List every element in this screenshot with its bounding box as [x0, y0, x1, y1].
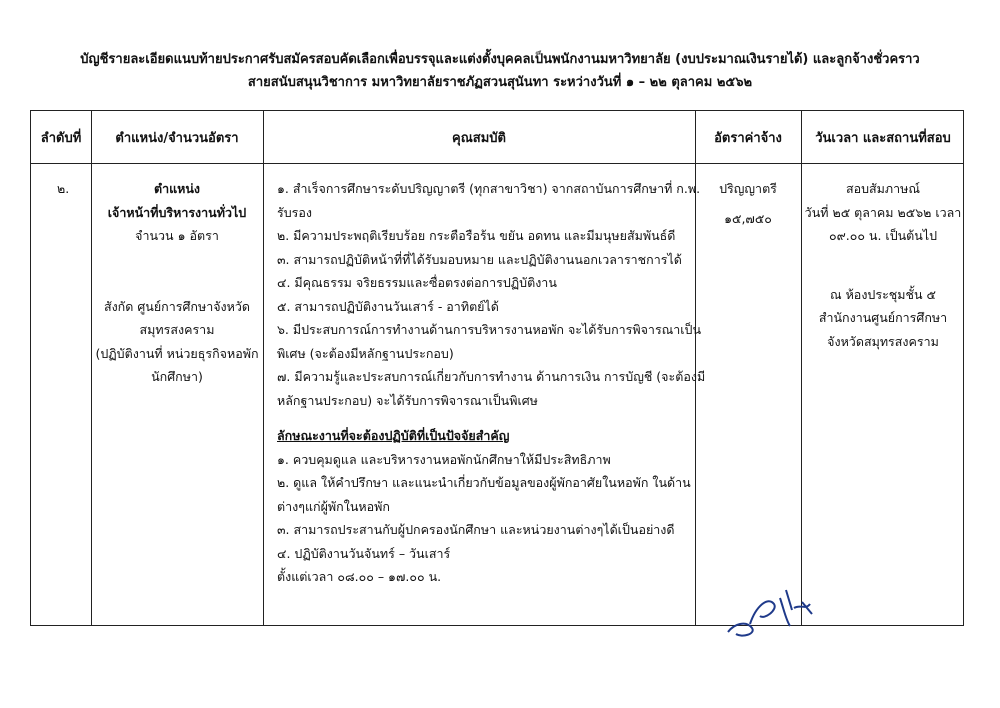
- header-number: ลำดับที่: [40, 130, 82, 146]
- exam-time: ๐๙.๐๐ น. เป็นต้นไป: [828, 228, 938, 243]
- duty-line: ตั้งแต่เวลา ๐๘.๐๐ – ๑๗.๐๐ น.: [277, 569, 442, 584]
- duty-line: ๓. สามารถประสานกับผู้ปกครองนักศึกษา และหน่วยงานต่างๆได้เป็นอย่างดี: [277, 522, 675, 537]
- qualifications-cell: [277, 177, 706, 589]
- header-wage: อัตราค่าจ้าง: [714, 130, 782, 146]
- qualification-line: ๑. สำเร็จการศึกษาระดับปริญญาตรี (ทุกสาขาวิชา) จากสถาบันการศึกษาที่ ก.พ.: [277, 181, 701, 196]
- exam-date: วันที่ ๒๕ ตุลาคม ๒๕๖๒ เวลา: [804, 204, 962, 220]
- header-line-2: สายสนับสนุนวิชาการ มหาวิทยาลัยราชภัฏสวนสุนันทา ระหว่างวันที่ ๑ – ๒๒ ตุลาคม ๒๕๖๒: [247, 75, 753, 90]
- position-cell: [91, 177, 263, 389]
- header-exam: วันเวลา และสถานที่สอบ: [815, 130, 951, 146]
- qualification-table: [30, 110, 964, 626]
- exam-province: จังหวัดสมุทรสงคราม: [827, 333, 939, 349]
- header-position: ตำแหน่ง/จำนวนอัตรา: [115, 130, 239, 146]
- position-title-label: ตำแหน่ง: [153, 181, 201, 196]
- position-count: จำนวน ๑ อัตรา: [135, 228, 219, 243]
- qualification-line: ๒. มีความประพฤติเรียบร้อย กระตือรือร้น ขยัน อดทน และมีมนุษยสัมพันธ์ดี: [277, 228, 676, 243]
- exam-type: สอบสัมภาษณ์: [845, 181, 921, 196]
- position-affiliation: สังกัด ศูนย์การศึกษาจังหวัด: [103, 298, 251, 314]
- duty-line: ๒. ดูแล ให้คำปรึกษา และแนะนำเกี่ยวกับข้อมูลของผู้พักอาศัยในหอพัก ในด้าน: [277, 475, 691, 490]
- qualification-line: พิเศษ (จะต้องมีหลักฐานประกอบ): [277, 345, 454, 361]
- column-divider: [263, 111, 264, 625]
- wage-cell: [695, 177, 801, 230]
- qualification-line: ๗. มีความรู้และประสบการณ์เกี่ยวกับการทำงาน ด้านการเงิน การบัญชี (จะต้องมี: [277, 369, 706, 384]
- qualification-line: หลักฐานประกอบ) จะได้รับการพิจารณาเป็นพิเศษ: [277, 392, 538, 408]
- qualification-line: รับรอง: [277, 204, 312, 220]
- signature-initials: [720, 580, 820, 640]
- exam-office: สำนักงานศูนย์การศึกษา: [818, 310, 948, 325]
- row-number: ๒.: [57, 181, 70, 196]
- duty-line: ๑. ควบคุมดูแล และบริหารงานหอพักนักศึกษาให้มีประสิทธิภาพ: [277, 451, 611, 467]
- qualification-line: ๓. สามารถปฏิบัติหน้าที่ที่ได้รับมอบหมาย และปฏิบัติงานนอกเวลาราชการได้: [277, 251, 682, 267]
- header-qualifications: คุณสมบัติ: [452, 130, 506, 146]
- wage-degree: ปริญญาตรี: [719, 181, 777, 196]
- qualification-line: ๔. มีคุณธรรม จริยธรรมและซื่อตรงต่อการปฏิบัติงาน: [277, 275, 557, 290]
- header-line-1: บัญชีรายละเอียดแนบท้ายประกาศรับสมัครสอบคัดเลือกเพื่อบรรจุและแต่งตั้งบุคคลเป็นพนักงานมหาวิทยาลัย (งบประมาณเงินรายได้) และลูกจ้างชั่วคราว: [80, 52, 920, 67]
- qualification-line: ๖. มีประสบการณ์การทำงานด้านการบริหารงานหอพัก จะได้รับการพิจารณาเป็น: [277, 322, 702, 337]
- position-workplace: นักศึกษา): [151, 369, 203, 384]
- exam-cell: [801, 177, 965, 353]
- position-affiliation: สมุทรสงคราม: [139, 322, 215, 337]
- position-workplace: (ปฏิบัติงานที่ หน่วยธุรกิจหอพัก: [95, 345, 259, 361]
- document-header: [0, 48, 1000, 94]
- qualification-line: ๕. สามารถปฏิบัติงานวันเสาร์ - อาทิตย์ได้: [277, 298, 499, 314]
- duty-line: ๔. ปฏิบัติงานวันจันทร์ – วันเสาร์: [277, 545, 451, 561]
- wage-amount: ๑๕,๗๕๐: [724, 210, 772, 226]
- duties-heading: ลักษณะงานที่จะต้องปฏิบัติที่เป็นปัจจัยสำคัญ: [277, 428, 510, 443]
- exam-room: ณ ห้องประชุมชั้น ๕: [830, 286, 936, 302]
- duty-line: ต่างๆแก่ผู้พักในหอพัก: [277, 498, 390, 514]
- position-title: เจ้าหน้าที่บริหารงานทั่วไป: [107, 204, 247, 220]
